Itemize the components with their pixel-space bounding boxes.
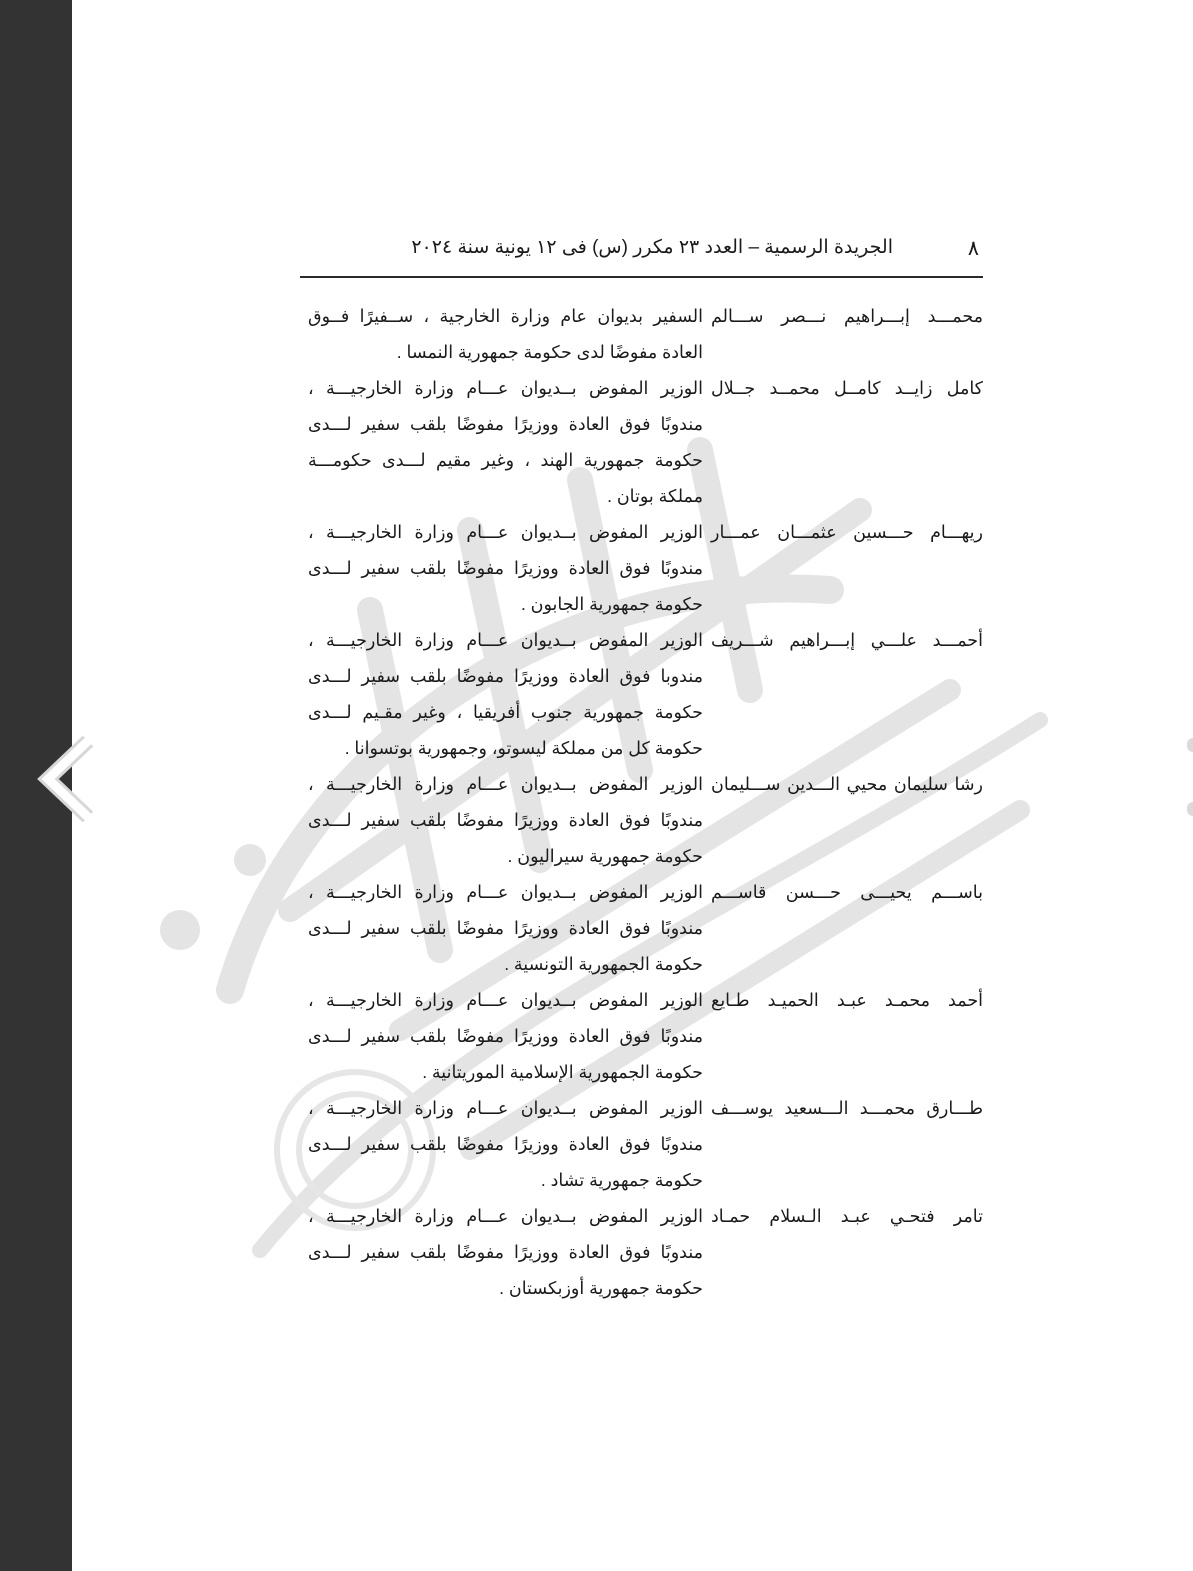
description-line: الوزير المفوض بــديوان عـــام وزارة الخارجيـــة ، [308, 630, 703, 650]
appointee-name: أحمد محمـد عبـد الحميـد طـايع [711, 990, 983, 1010]
description-line: مملكة بوتان . [607, 486, 703, 506]
appointment-entry [300, 874, 983, 982]
appointee-name: ريهـــام حـــسين عثمـــان عمـــار [711, 522, 983, 542]
gazette-title: الجريدة الرسمية – العدد ٢٣ مكرر (س) فى ١٢ يونية سنة ٢٠٢٤ [411, 237, 893, 258]
description-line: حكومة جمهورية سيراليون . [507, 846, 703, 866]
description-line: مندوبًا فوق العادة ووزيرًا مفوضًا بلقب سفير لـــدى [308, 414, 703, 434]
description-line: حكومة جمهورية الهند ، وغير مقيم لـــدى حكومـــة [308, 450, 703, 470]
description-line: مندوبًا فوق العادة ووزيرًا مفوضًا بلقب سفير لـــدى [308, 810, 703, 830]
appointment-description [308, 298, 703, 370]
description-line: حكومة الجمهورية التونسية . [504, 954, 703, 974]
appointment-description [308, 1090, 703, 1198]
description-line: مندوبًا فوق العادة ووزيرًا مفوضًا بلقب سفير لـــدى [308, 1026, 703, 1046]
description-line: مندوبًا فوق العادة ووزيرًا مفوضًا بلقب سفير لـــدى [308, 1134, 703, 1154]
description-line: الوزير المفوض بــديوان عـــام وزارة الخارجيـــة ، [308, 990, 703, 1010]
appointee-name: كامل زايــد كامــل محمــد جــلال [711, 378, 983, 398]
appointee-name: تامر فتحـي عبـد الـسلام حمـاد [711, 1206, 983, 1226]
appointment-entry [300, 1090, 983, 1198]
description-line: الوزير المفوض بــديوان عـــام وزارة الخارجيـــة ، [308, 378, 703, 398]
description-line: حكومة جمهورية تشاد . [540, 1170, 703, 1190]
description-line: حكومة كل من مملكة ليسوتو، وجمهورية بوتسوانا . [344, 738, 703, 758]
appointment-entry [300, 982, 983, 1090]
description-line: الوزير المفوض بــديوان عـــام وزارة الخارجيـــة ، [308, 1098, 703, 1118]
appointment-description [308, 766, 703, 874]
next-page-handle[interactable] [1187, 802, 1193, 816]
appointment-entry [300, 298, 983, 370]
description-line: حكومة الجمهورية الإسلامية الموريتانية . [422, 1062, 703, 1082]
description-line: الوزير المفوض بــديوان عـــام وزارة الخارجيـــة ، [308, 522, 703, 542]
description-line: مندوبًا فوق العادة ووزيرًا مفوضًا بلقب سفير لـــدى [308, 1242, 703, 1262]
appointment-description [308, 514, 703, 622]
previous-page-button[interactable] [36, 733, 98, 825]
appointments-list [300, 298, 983, 1306]
appointment-entry [300, 622, 983, 766]
description-line: مندوبًا فوق العادة ووزيرًا مفوضًا بلقب سفير لـــدى [308, 558, 703, 578]
appointment-description [308, 370, 703, 514]
appointment-entry [300, 514, 983, 622]
description-line: الوزير المفوض بــديوان عـــام وزارة الخارجيـــة ، [308, 882, 703, 902]
appointee-name: أحمـــد علـــي إبـــراهيم شـــريف [711, 630, 983, 650]
appointee-name: باســـم يحيـــى حـــسن قاســـم [711, 882, 983, 902]
appointee-name: محمـــد إبـــراهيم نـــصر ســـالم [711, 306, 983, 326]
description-line: حكومة جمهورية أوزبكستان . [499, 1278, 703, 1298]
description-line: حكومة جمهورية جنوب أفريقيا ، وغير مقـيم لـــدى [308, 702, 703, 722]
gazette-page [300, 232, 983, 1306]
description-line: العادة مفوضًا لدى حكومة جمهورية النمسا . [396, 342, 703, 362]
appointment-description [308, 1198, 703, 1306]
appointment-entry [300, 370, 983, 514]
appointment-description [308, 874, 703, 982]
description-line: الوزير المفوض بــديوان عـــام وزارة الخارجيـــة ، [308, 774, 703, 794]
description-line: مندوبا فوق العادة ووزيرًا مفوضًا بلقب سفير لـــدى [308, 666, 703, 686]
appointment-entry [300, 766, 983, 874]
page-header [300, 232, 983, 278]
appointment-entry [300, 1198, 983, 1306]
appointee-name: طـــارق محمـــد الـــسعيد يوســـف [711, 1098, 983, 1118]
next-page-handle[interactable] [1187, 738, 1193, 752]
description-line: السفير بديوان عام وزارة الخارجية ، ســفيرًا فــوق [308, 306, 703, 326]
description-line: مندوبًا فوق العادة ووزيرًا مفوضًا بلقب سفير لـــدى [308, 918, 703, 938]
appointment-description [308, 982, 703, 1090]
description-line: الوزير المفوض بــديوان عـــام وزارة الخارجيـــة ، [308, 1206, 703, 1226]
appointment-description [308, 622, 703, 766]
page-number: ٨ [967, 237, 979, 260]
description-line: حكومة جمهورية الجابون . [520, 594, 703, 614]
chevron-left-icon [36, 733, 98, 825]
appointee-name: رشا سليمان محيي الـــدين ســـليمان [711, 774, 983, 794]
